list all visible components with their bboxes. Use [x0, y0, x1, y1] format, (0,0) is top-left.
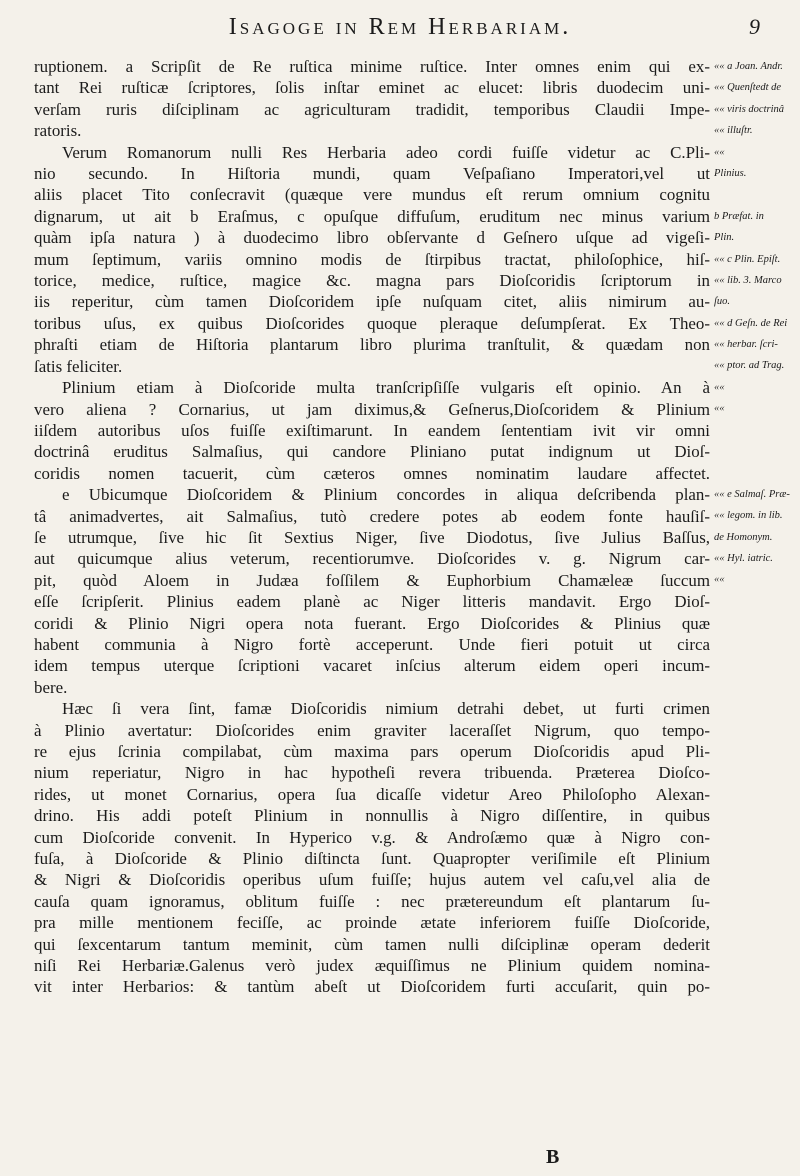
- marginal-note: [714, 462, 798, 483]
- marginal-note: de Homonym.: [714, 531, 773, 543]
- marginal-note: [714, 420, 798, 441]
- text-line: eſſe ſcripſerit. Plinius eadem planè ac Niger litteris mandavit. Ergo Dioſ-: [34, 592, 710, 612]
- text-line: Hæc ſi vera ſint, famæ Dioſcoridis nimium detrahi debet, ut furti crimen: [62, 699, 710, 719]
- marginal-note: «« e Salmaſ. Præ-: [714, 488, 790, 500]
- text-line: aut quicumque alius veterum, recentiorumve. Dioſcorides v. g. Nigrum car-: [34, 549, 710, 569]
- text-line: mum ſeptimum, variis omnino modis de ſtirpibus tractat, philoſophice, hiſ-: [34, 249, 710, 269]
- text-line: idem tempus uterque ſcriptioni vacaret inſcius alterum eidem operi incum-: [34, 656, 710, 676]
- text-line: habent communia à Nigro fortè acceperunt. Unde fieri potuit ut circa: [34, 634, 710, 654]
- running-title: Isagoge in Rem Herbariam.: [228, 14, 572, 40]
- text-line: drino. His addi poteſt Plinium in nonnullis à Nigro diſſentire, in quibus: [34, 806, 710, 826]
- marginal-note: [714, 184, 798, 205]
- text-line: ſatis feliciter.: [34, 356, 123, 376]
- marginal-note: ſuo.: [714, 296, 731, 308]
- text-line: qui ſexcentarum tantum meminit, cùm tamen nulli diſciplinæ operam dederit: [34, 934, 710, 954]
- text-line: rides, ut monet Cornarius, opera ſua dicaſſe videtur Areo Philoſopho Alexan-: [34, 784, 710, 804]
- marginal-note: «« d Geſn. de Rei: [714, 317, 788, 329]
- marginal-note: ««: [714, 146, 725, 158]
- text-line: ratoris.: [34, 121, 82, 141]
- marginal-note: [714, 441, 798, 462]
- marginal-note: «« Hyl. iatric.: [714, 552, 773, 564]
- marginal-note: Plinius.: [714, 167, 747, 179]
- text-line: nium reperiatur, Nigro in hac hypotheſi revera tribuenda. Præterea Dioſco-: [34, 763, 710, 783]
- marginal-note: «« viris doctrinâ: [714, 103, 784, 115]
- marginal-note: «« lib. 3. Marco: [714, 274, 782, 286]
- text-line: torice, medice, ruſtice, magice &c. magna pars Dioſcoridis ſcriptorum in: [34, 271, 710, 291]
- signature-mark: B: [546, 1146, 560, 1168]
- text-line: iiſdem autoribus uſos fuiſſe exiſtimarunt. In eandem ſententiam ivit vir omni: [34, 420, 710, 440]
- text-line: tâ animadvertes, ait Salmaſius, tutò credere potes ab eodem fonte hauſiſ-: [34, 506, 710, 526]
- text-line: toribus uſus, ex quibus Dioſcorides quoque pleraque deſumpſerat. Ex Theo-: [34, 313, 710, 333]
- text-line: e Ubicumque Dioſcoridem & Plinium concordes in aliqua deſcribenda plan-: [62, 485, 710, 505]
- text-line: cauſa quam ignoramus, oblitum fuiſſe : nec prætereundum eſt plantarum ſu-: [34, 891, 710, 911]
- text-line: vero aliena ? Cornarius, ut jam diximus,& Geſnerus,Dioſcoridem & Plinium: [34, 399, 710, 419]
- marginal-note: Plin.: [714, 232, 735, 244]
- text-line: coridi & Plinio Nigri opera nota fuerant. Ergo Dioſcorides & Plinius quæ: [34, 613, 710, 633]
- text-line: ruptionem. a Scripſit de Re ruſtica minime ruſtice. Inter omnes enim qui ex-: [34, 57, 710, 76]
- text-line: nio secundo. In Hiſtoria mundi, quam Veſpaſiano Imperatori,vel ut: [34, 164, 710, 184]
- marginal-note: «« Quenſtedt de: [714, 82, 782, 94]
- text-line: cum Dioſcoride convenit. In Hyperico v.g. & Androſæmo quæ à Nigro con-: [34, 827, 710, 847]
- marginal-note: «« herbar. ſcri-: [714, 339, 778, 351]
- text-line: aliis placet Tito conſecravit (quæque vere mundus eſt rerum omnium cognitu: [34, 185, 710, 205]
- marginal-note: ««: [714, 574, 725, 586]
- text-line: tant Rei ruſticæ ſcriptores, ſolis inſtar eminet ac elucet: libris duodecim uni-: [34, 78, 710, 98]
- marginal-note: «« a Joan. Andr.: [714, 61, 783, 72]
- marginal-note: «« illuſtr.: [714, 125, 753, 137]
- text-line: pit, quòd Aloem in Judæa foſſilem & Euphorbium Chamæleæ ſuccum: [34, 570, 710, 590]
- text-line: fuſa, à Dioſcoride & Plinio diſtincta ſunt. Quapropter veriſimile eſt Plinium: [34, 849, 710, 869]
- main-text: [34, 56, 710, 998]
- text-line: bere.: [34, 677, 68, 697]
- text-line: verſam ruris diſciplinam ac agriculturam tradidit, temporibus Claudii Impe-: [34, 99, 710, 119]
- page-number: 9: [749, 14, 760, 39]
- text-line: doctrinâ eruditus Salmaſius, qui candore Pliniano putat indignum ut Dioſ-: [34, 442, 710, 462]
- text-line: Plinium etiam à Dioſcoride multa tranſcripſiſſe vulgaris eſt opinio. An à: [62, 378, 710, 398]
- marginal-note: ««: [714, 403, 725, 415]
- marginal-note: «« ptor. ad Trag.: [714, 360, 785, 372]
- text-line: à Plinio avertatur: Dioſcorides enim graviter laceraſſet Nigrum, quo tempo-: [34, 720, 710, 740]
- marginal-note: «« legom. in lib.: [714, 510, 783, 522]
- text-line: dignarum, ut ait b Eraſmus, c opuſque diffuſum, eruditum nec minus varium: [34, 206, 710, 226]
- text-line: iis reperitur, cùm tamen Dioſcoridem ipſe nuſquam citet, aliis nimirum au-: [34, 292, 710, 312]
- text-line: ſe utrumque, ſive hic ſit Sextius Niger, ſive Diodotus, ſive Julius Baſſus,: [34, 527, 710, 547]
- marginal-note: b Præfat. in: [714, 210, 764, 222]
- text-line: phraſti etiam de Hiſtoria plantarum libro plurima tranſtulit, & quædam non: [34, 335, 710, 355]
- running-header: [40, 14, 760, 44]
- text-line: re ejus ſcrinia compilabat, cùm maxima pars operum Dioſcoridis apud Pli-: [34, 742, 710, 761]
- text-line: coridis nomen tacuerit, cùm cæteros omnes nominatim laudare affectet.: [34, 463, 710, 483]
- text-line: pra mille mentionem feciſſe, ac proinde ætate inferiorem fuiſſe Dioſcoride,: [34, 913, 710, 933]
- marginal-notes: [714, 56, 798, 591]
- text-line: quàm ipſa natura ) à duodecimo libro obſervante d Geſnero uſque ad vigeſi-: [34, 228, 710, 248]
- marginal-note: ««: [714, 381, 725, 393]
- text-line: niſi Rei Herbariæ.Galenus verò judex æquiſſimus ne Plinium quidem nomina-: [34, 956, 710, 976]
- marginal-note: «« c Plin. Epiſt.: [714, 253, 781, 265]
- text-line: & Nigri & Dioſcoridis operibus uſum fuiſſe; hujus autem vel caſu,vel alia de: [34, 870, 710, 890]
- text-line: vit inter Herbarios: & tantùm abeſt ut Dioſcoridem furti accuſarit, quin po-: [34, 977, 710, 997]
- text-line: Verum Romanorum nulli Res Herbaria adeo cordi fuiſſe videtur ac C.Pli-: [62, 142, 710, 162]
